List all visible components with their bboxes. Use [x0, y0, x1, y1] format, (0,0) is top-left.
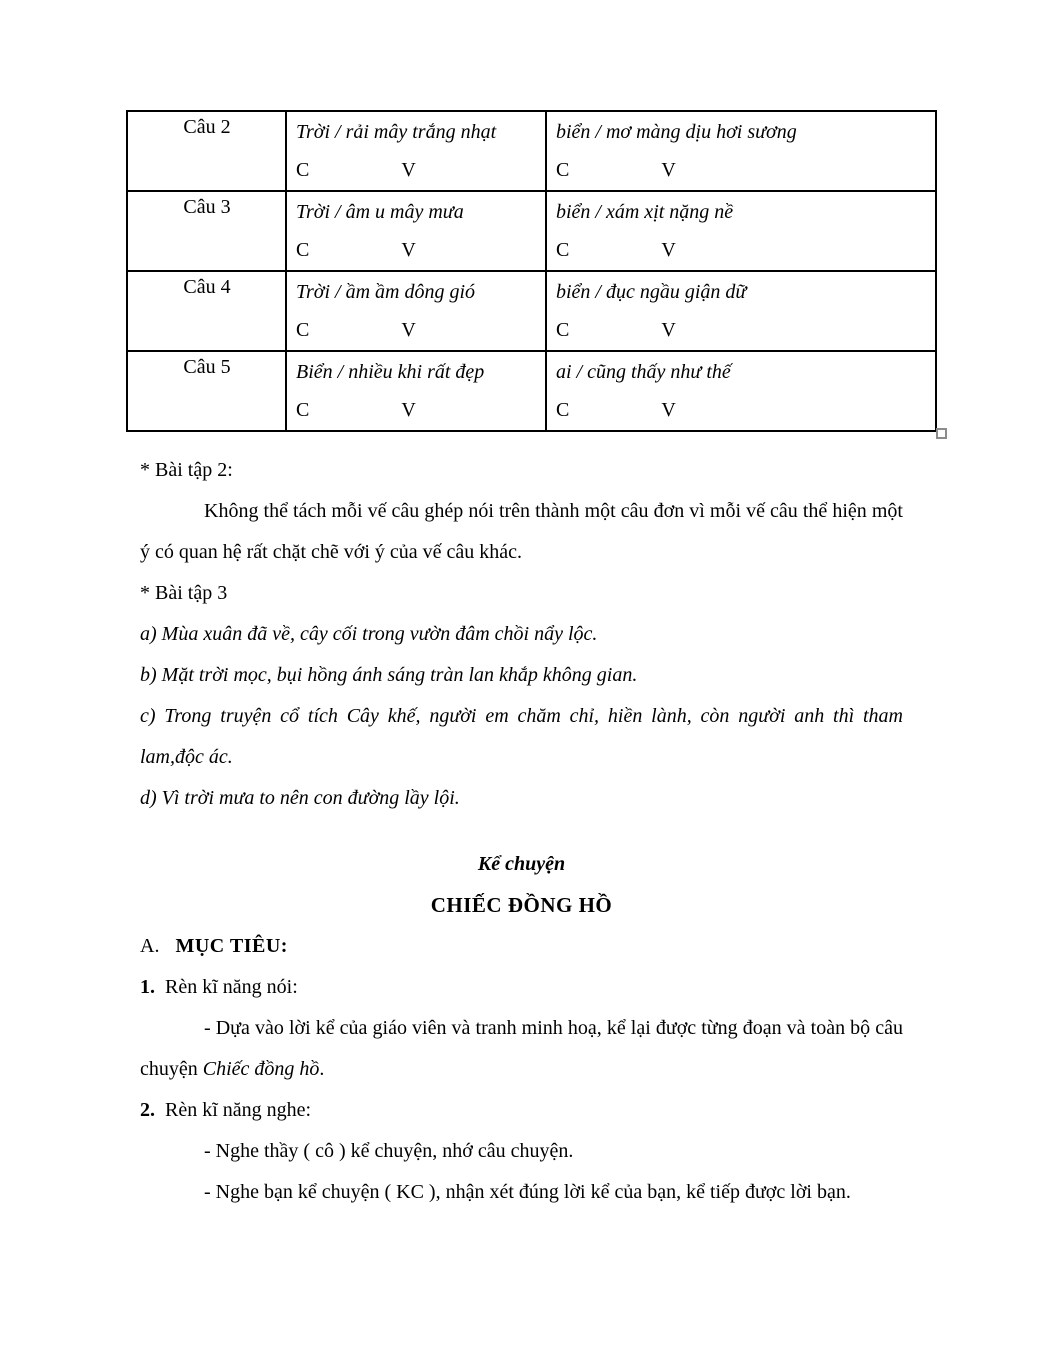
objective-item-2 [140, 1090, 903, 1131]
clause-text: biển / xám xịt nặng nề [556, 201, 734, 223]
cv-markers [296, 234, 537, 266]
clause-text: Trời / âm u mây mưa [296, 201, 464, 223]
objective-item-2-detail-2: - Nghe bạn kể chuyện ( KC ), nhận xét đúng lời kể của bạn, kể tiếp được lời bạn. [204, 1181, 851, 1203]
table-row-cau-4 [127, 271, 936, 351]
cv-markers [556, 234, 927, 266]
clause-cell [546, 111, 936, 191]
lesson-title: CHIẾC ĐỒNG HỒ [430, 893, 613, 917]
predicate-marker: V [661, 319, 676, 341]
subject-marker: C [296, 399, 310, 421]
section-a-heading [140, 926, 903, 967]
row-label-text: Câu 3 [183, 196, 231, 218]
section-a-label: A. [140, 935, 160, 957]
document-body [140, 450, 903, 1213]
predicate-marker: V [401, 159, 416, 181]
exercise-3-item-d: d) Vì trời mưa to nên con đường lầy lội. [140, 787, 460, 809]
cv-markers [296, 394, 537, 426]
item-1-number: 1. [140, 976, 155, 998]
clause-cell [286, 271, 546, 351]
row-label-text: Câu 5 [183, 356, 231, 378]
row-label-text: Câu 2 [183, 116, 231, 138]
predicate-marker: V [401, 399, 416, 421]
exercise-2-heading: * Bài tập 2: [140, 459, 233, 481]
clause-text: biển / đục ngầu giận dữ [556, 281, 747, 303]
sentence-analysis-table [126, 110, 937, 432]
predicate-marker: V [401, 239, 416, 261]
cv-markers [556, 394, 927, 426]
clause-cell [546, 271, 936, 351]
predicate-marker: V [401, 319, 416, 341]
subject-marker: C [296, 239, 310, 261]
objective-item-2-detail-1: - Nghe thầy ( cô ) kể chuyện, nhớ câu chuyện. [204, 1140, 574, 1162]
subject-marker: C [556, 319, 570, 341]
item-2-text: Rèn kĩ năng nghe: [165, 1099, 312, 1121]
subject-marker: C [296, 319, 310, 341]
subject-marker: C [556, 399, 570, 421]
cv-markers [556, 314, 927, 346]
cv-markers [296, 154, 537, 186]
cv-markers [556, 154, 927, 186]
item-1-text: Rèn kĩ năng nói: [165, 976, 298, 998]
row-label [127, 351, 286, 431]
objective-item-1-detail [140, 1008, 903, 1090]
item-2-number: 2. [140, 1099, 155, 1121]
clause-cell [546, 191, 936, 271]
subject-marker: C [556, 239, 570, 261]
predicate-marker: V [661, 159, 676, 181]
clause-text: Trời / ầm ầm dông gió [296, 281, 476, 303]
row-label-text: Câu 4 [183, 276, 231, 298]
row-label [127, 111, 286, 191]
table-row-cau-5 [127, 351, 936, 431]
clause-cell [286, 191, 546, 271]
objective-item-1 [140, 967, 903, 1008]
exercise-2-answer: Không thể tách mỗi vế câu ghép nói trên thành một câu đơn vì mỗi vế câu thể hiện một ý có quan hệ rất chặt chẽ với ý của vế câu khác. [140, 500, 903, 563]
predicate-marker: V [661, 239, 676, 261]
subject-marker: C [296, 159, 310, 181]
exercise-3-item-a: a) Mùa xuân đã về, cây cối trong vườn đâm chồi nẩy lộc. [140, 623, 598, 645]
item-1-detail-text: - Dựa vào lời kể của giáo viên và tranh minh hoạ, kể lại được từng đoạn và toàn bộ câu chuyện [140, 1017, 903, 1080]
cv-markers [296, 314, 537, 346]
table-row-cau-2 [127, 111, 936, 191]
story-title-italic: Chiếc đồng hồ [202, 1058, 320, 1080]
clause-cell [546, 351, 936, 431]
section-a-title: MỤC TIÊU: [175, 935, 288, 957]
subject-marker: C [556, 159, 570, 181]
exercise-3-heading: * Bài tập 3 [140, 582, 228, 604]
clause-text: Biển / nhiều khi rất đẹp [296, 361, 485, 383]
table-row-cau-3 [127, 191, 936, 271]
clause-text: Trời / rải mây trắng nhạt [296, 121, 497, 143]
clause-text: ai / cũng thấy như thế [556, 361, 731, 383]
clause-text: biển / mơ màng dịu hơi sương [556, 121, 797, 143]
exercise-3-item-c: c) Trong truyện cổ tích Cây khế, người em chăm chỉ, hiền lành, còn người anh thì tham lam,độc ác. [140, 705, 903, 768]
clause-cell [286, 351, 546, 431]
table-resize-handle-icon[interactable] [936, 428, 947, 439]
row-label [127, 191, 286, 271]
predicate-marker: V [661, 399, 676, 421]
lesson-subject-heading: Kể chuyện [477, 853, 566, 875]
item-1-detail-period: . [319, 1058, 325, 1080]
clause-cell [286, 111, 546, 191]
row-label [127, 271, 286, 351]
exercise-3-item-b: b) Mặt trời mọc, bụi hồng ánh sáng tràn lan khắp không gian. [140, 664, 638, 686]
